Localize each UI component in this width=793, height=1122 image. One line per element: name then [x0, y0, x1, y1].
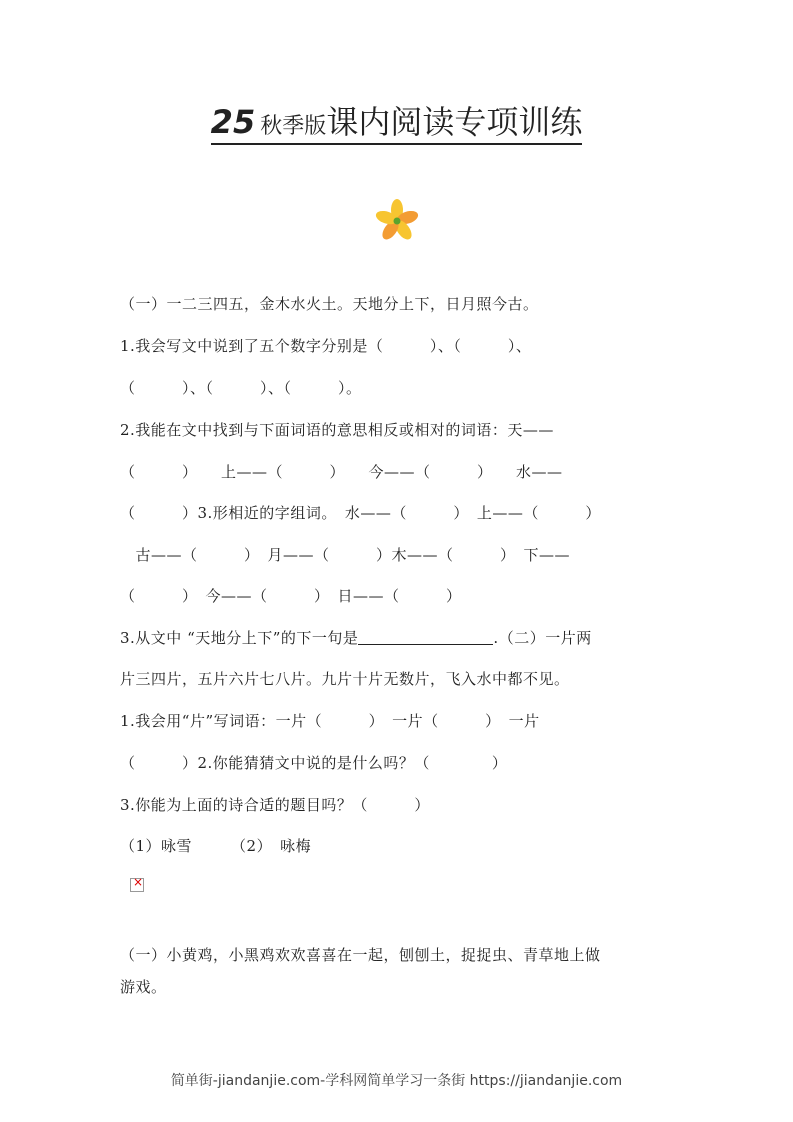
text-line: 3.你能为上面的诗合适的题目吗？（ ） — [120, 796, 430, 814]
text-line: 古——（ ） 月——（ ）木——（ ） 下—— — [120, 546, 571, 564]
text-line: （ ） 上——（ ） 今——（ ） 水—— — [120, 463, 563, 481]
text-line: （ ）2.你能猜猜文中说的是什么吗？（ ） — [120, 754, 508, 772]
page-title — [0, 104, 793, 145]
text-line: （一）一二三四五，金木水火土。天地分上下，日月照今古。 — [120, 295, 539, 313]
text-line: 2.我能在文中找到与下面词语的意思相反或相对的词语：天—— — [120, 421, 554, 439]
text-line: （一）小黄鸡，小黑鸡欢欢喜喜在一起，刨刨土，捉捉虫、青草地上做 — [120, 946, 601, 964]
text-line: （ ） 今——（ ） 日——（ ） — [120, 587, 462, 605]
text-segment: 3.从文中 “天地分上下”的下一句是 — [120, 629, 359, 647]
text-line: 1.我会写文中说到了五个数字分别是（ ）、（ ）、 — [120, 337, 532, 355]
title-number: 25 — [210, 103, 256, 141]
footer-watermark: 简单街-jiandanjie.com-学科网简单学习一条街 https://jiandanjie.com — [170, 1073, 623, 1089]
text-line: 1.我会用“片”写词语：一片（ ） 一片（ ） 一片 — [120, 712, 540, 730]
text-line: （ ）、（ ）、（ ）。 — [120, 379, 362, 397]
broken-image-icon — [130, 878, 144, 892]
text-line: （1）咏雪 （2） 咏梅 — [120, 837, 312, 855]
text-line — [120, 626, 675, 650]
text-line: 片三四片，五片六片七八片。九片十片无数片，飞入水中都不见。 — [120, 670, 570, 688]
text-line: 游戏。 — [120, 978, 167, 996]
text-line: （ ）3.形相近的字组词。 水——（ ） 上——（ ） — [120, 504, 601, 522]
title-main: 课内阅读专项训练 — [326, 103, 583, 141]
text-segment: .（二）一片两 — [493, 629, 592, 647]
flower-icon — [374, 198, 420, 244]
answer-blank — [358, 627, 493, 645]
title-season: 秋季版 — [260, 114, 327, 139]
